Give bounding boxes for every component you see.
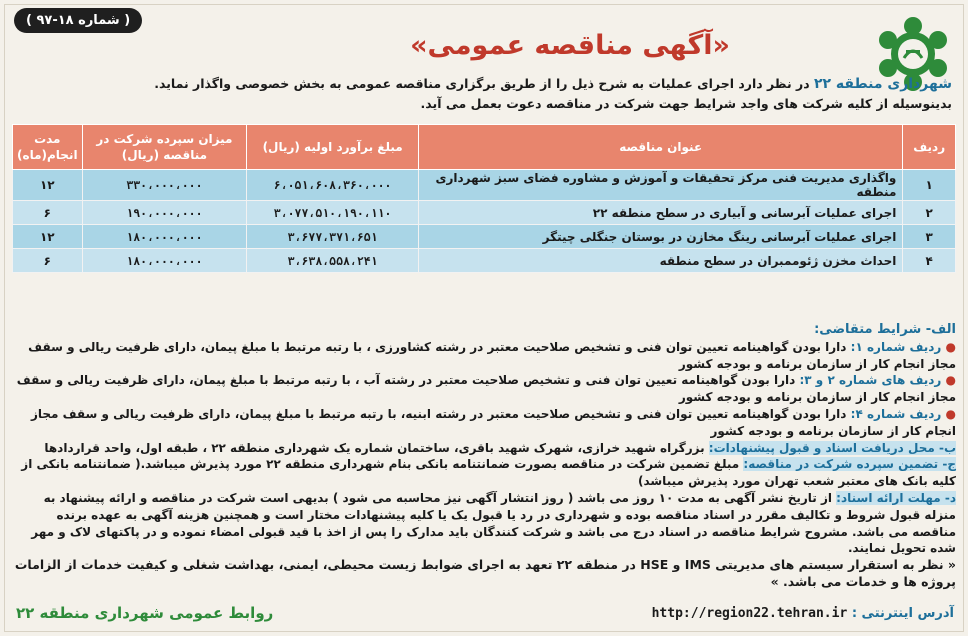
condition-row23 [14, 372, 956, 406]
tender-title: احداث مخزن ژئوممبران در سطح منطقه [419, 249, 903, 273]
section-d-text: از تاریخ نشر آگهی به مدت ۱۰ روز می باشد ( روز انتشار آگهی نیز محاسبه می شود ) بدیهی است شرکت در مناقصه و ارائه پیشنهاد به منزله قبول شروط و تکالیف مقرر در اسناد مناقصه بوده و شهرداری در رد یا قبول یک یا کلیه پیشنهادات مختار است و همچنین هزینه آگهی به عهده برنده مناقصه می باشد. مشروح شرایط مناقصه در اسناد درج می باشد و شرکت کنندگان باید مدارک را پس از اخذ با قید قبولی امضاء نموده و در پاکتهای لاک و مهر شده تحویل نمایند. [31, 490, 956, 556]
section-c-label: ج- تضمین سپرده شرکت در مناقصه: [743, 457, 956, 472]
duration-months: ۶ [13, 249, 83, 273]
estimate-amount: ۶،۰۵۱،۶۰۸،۳۶۰،۰۰۰ [247, 170, 419, 201]
deposit-amount: ۳۳۰،۰۰۰،۰۰۰ [82, 170, 247, 201]
section-c [14, 456, 956, 490]
condition-row4 [14, 406, 956, 440]
tender-title: اجرای عملیات آبرسانی و آبیاری در سطح منطقه ۲۲ [419, 201, 903, 225]
duration-months: ۱۲ [13, 170, 83, 201]
row-no: ۲ [903, 201, 956, 225]
estimate-amount: ۳،۶۳۸،۵۵۸،۲۴۱ [247, 249, 419, 273]
table-row [13, 201, 956, 225]
duration-months: ۶ [13, 201, 83, 225]
estimate-amount: ۳،۶۷۷،۳۷۱،۶۵۱ [247, 225, 419, 249]
conditions-title: الف- شرایط متقاضی: [814, 322, 956, 337]
notice-body [14, 322, 956, 591]
col-header-deposit: میزان سپرده شرکت در مناقصه (ریال) [82, 125, 247, 170]
notice-headline: «آگهی مناقصه عمومی» [410, 30, 730, 61]
condition-row4-label: ردیف شماره ۴: [850, 406, 942, 421]
duration-months: ۱۲ [13, 225, 83, 249]
bullet-icon: ● [941, 406, 956, 421]
issue-number-badge: ( شماره ۱۸-۹۷ ) [14, 8, 142, 33]
deposit-amount: ۱۸۰،۰۰۰،۰۰۰ [82, 225, 247, 249]
municipality-name: شهرداری منطقه ۲۲ [813, 76, 952, 92]
ims-hse-note: « نظر به استقرار سیستم های مدیریتی IMS و HSE در منطقه ۲۲ تعهد به اجرای ضوابط زیست محیطی، ایمنی، بهداشت شغلی و کیفیت خدمات از الزامات پروژه ها و خدمات می باشد. » [14, 557, 956, 589]
condition-row4-text: دارا بودن گواهینامه تعیین توان فنی و تشخیص صلاحیت معتبر در رشته ابنیه، با رتبه مرتبط با مبلغ پیمان، دارای ظرفیت ریالی و سقف مجاز انجام کار از سازمان برنامه و بودجه کشور [30, 406, 956, 438]
deposit-amount: ۱۸۰،۰۰۰،۰۰۰ [82, 249, 247, 273]
row-no: ۳ [903, 225, 956, 249]
intro-line2: بدینوسیله از کلیه شرکت های واجد شرایط جهت شرکت در مناقصه دعوت بعمل می آید. [420, 96, 952, 111]
tender-table [12, 124, 956, 273]
website-link[interactable]: http://region22.tehran.ir [651, 606, 848, 621]
condition-row1 [14, 339, 956, 373]
table-row [13, 225, 956, 249]
table-row [13, 170, 956, 201]
deposit-amount: ۱۹۰،۰۰۰،۰۰۰ [82, 201, 247, 225]
condition-row23-label: ردیف های شماره ۲ و ۳: [799, 373, 942, 388]
col-header-title: عنوان مناقصه [419, 125, 903, 170]
public-relations-signature: روابط عمومی شهرداری منطقه ۲۲ [16, 604, 274, 622]
bullet-icon: ● [941, 373, 956, 388]
table-row [13, 249, 956, 273]
condition-row1-label: ردیف شماره ۱: [850, 339, 942, 354]
section-d [14, 490, 956, 557]
section-b-label: ب- محل دریافت اسناد و قبول پیشنهادات: [708, 440, 956, 455]
condition-row1-text: دارا بودن گواهینامه تعیین توان فنی و تشخیص صلاحیت معتبر در رشته کشاورزی ، با رتبه مرتبط با مبلغ پیمان، دارای ظرفیت ریالی و سقف مجاز انجام کار از سازمان برنامه و بودجه کشور [28, 339, 956, 371]
section-d-label: د- مهلت ارائه اسناد: [836, 490, 956, 505]
section-c-text: مبلغ تضمین شرکت در مناقصه بصورت ضمانتنامه بانکی بنام شهرداری منطقه ۲۲ مورد پذیرش میباشد.( ضمانتنامه بانکی از کلیه بانک های معتبر شعب تهران مورد پذیرش میباشد) [21, 457, 956, 489]
website-label: آدرس اینترنتی : [851, 606, 954, 621]
intro-line1: در نظر دارد اجرای عملیات به شرح ذیل را از طریق برگزاری مناقصه عمومی به بخش خصوصی واگذار نماید. [154, 76, 814, 91]
estimate-amount: ۳،۰۷۷،۵۱۰،۱۹۰،۱۱۰ [247, 201, 419, 225]
row-no: ۴ [903, 249, 956, 273]
table-header-row [13, 125, 956, 170]
section-b-text: بزرگراه شهید خرازی، شهرک شهید باقری، ساختمان شماره یک شهرداری منطقه ۲۲ ، طبقه اول، واحد قراردادها [44, 440, 709, 455]
col-header-duration: مدت انجام(ماه) [13, 125, 83, 170]
section-b [14, 440, 956, 457]
tender-title: اجرای عملیات آبرسانی رینگ مخازن در بوستان جنگلی چیتگر [419, 225, 903, 249]
tender-title: واگذاری مدیریت فنی مرکز تحقیقات و آموزش و مشاوره فضای سبز شهرداری منطقه [419, 170, 903, 201]
row-no: ۱ [903, 170, 956, 201]
bullet-icon: ● [941, 339, 956, 354]
intro-paragraph [152, 74, 952, 113]
condition-row23-text: دارا بودن گواهینامه تعیین توان فنی و تشخیص صلاحیت معتبر در رشته آب ، با رتبه مرتبط با مبلغ پیمان، دارای ظرفیت ریالی و سقف مجاز انجام کار از سازمان برنامه و بودجه کشور [16, 373, 956, 405]
col-header-estimate: مبلغ برآورد اولیه (ریال) [247, 125, 419, 170]
col-header-row-no: ردیف [903, 125, 956, 170]
